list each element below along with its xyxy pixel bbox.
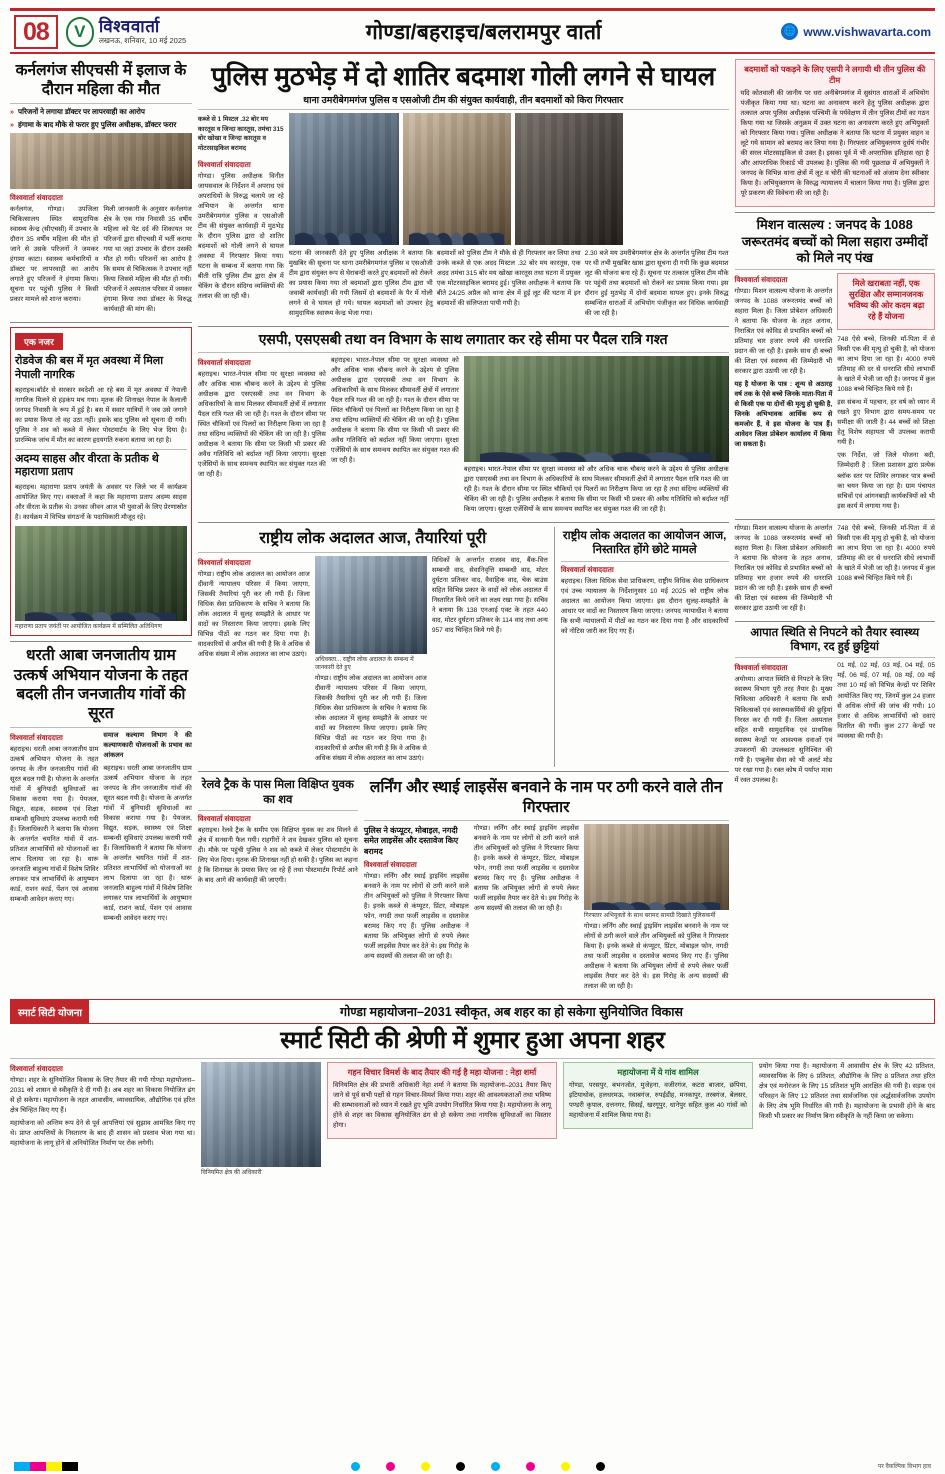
licence-text-2: गोण्डा। लर्निंग और स्थाई ड्राइविंग लाइसेंस बनवाने के नाम पर लोगों से ठगी करने वाले तीन अभियुक्तों को पुलिस ने गिरफ्तार किया है। इनके कब्जे से कंप्यूटर, प्रिंटर, मोबाइल फोन, नगदी तथा फर्जी लाइसेंस व दस्तावेज बरामद किए गए हैं। पुलिस अधीक्षक ने बताया कि अभियुक्त लोगों से रुपये लेकर फर्जी लाइसेंस तैयार कर देते थे। इस गिरोह के अन्य सदस्यों की तलाश की जा रही है।: [473, 825, 579, 913]
magenta-dot: [386, 1462, 395, 1471]
police-teams-box-text: यदि कोतवाली की जानीय पर धरा अनीबेगमगंज में सुसंगत धाराओं में अभियोग पंजीकृत किया गया था। घटना का अनावरण करने हेतु पुलिस अधीक्षक द्वारा तत्काल अपर पुलिस अधीक्षक पश्चिमी के पर्यवेक्षण में तीन पुलिस टीमों का गठन किया गया था जिसके अनुक्रम में उक्त घटना का अनावरण करते हुए अभियुक्तों को गिरफ्तार किया गया। पुलिस अधीक्षक ने बताया कि घटना में प्रयुक्त वाहन व लूटे गये सामान को बरामद कर लिया गया है। गिरफ्तार अभियुक्तगण दुर्धर्ष गंभीर की सरल मोटरसाइकिल से उक्त है। इसका पूर्व में भी अपराधिक इतिहास रहा है और आपराधिक रिकार्ड भी उपलब्ध है। पुलिस की गयी पूछताछ में अभियुक्तों ने जनपद के विभिन्न थाना क्षेत्रों में लूट व चोरी की घटनाओं को अंजाम देना स्वीकार किया है। अभियुक्तगण के विरुद्ध न्यायालय में चालान किया गया है। पुलिस द्वारा पूरे प्रकरण की विवेचना की जा रही है।: [740, 90, 929, 198]
injured-accused-photo: [403, 113, 511, 245]
left-column: [10, 59, 192, 995]
publication-logo: [66, 17, 186, 47]
byline: विश्ववार्ता संवाददाता: [10, 192, 63, 202]
smart-text-2: महायोजना को अन्तिम रूप देने से पूर्व आपत्तियां एवं सुझाव आमंत्रित किए गए थे। प्राप्त आपत्तियों के निस्तारण के बाद ही शासन को प्रस्ताव भेजा गया था। महायोजना के लागू होने से अनियोजित निर्माण पर रोक लगेगी।: [10, 1120, 195, 1148]
emergency-text: अयोध्या। आपात स्थिति से निपटने के लिए स्वास्थ्य विभाग पूरी तरह तैयार है। मुख्य चिकित्सा अधिकारी ने बताया कि सभी चिकित्सकों एवं स्वास्थ्यकर्मियों की छुट्टियां निरस्त कर दी गयी हैं। जिला अस्पताल सहित सभी सामुदायिक एवं प्राथमिक स्वास्थ्य केन्द्रों पर आवश्यक दवाओं एवं उपकरणों की उपलब्धता सुनिश्चित की गयी है। एम्बुलेंस सेवा को भी अलर्ट मोड पर रखा गया है। रक्त कोष में पर्याप्त मात्रा में रक्त उपलब्ध है।: [734, 676, 833, 784]
globe-icon: 🌐: [781, 23, 798, 40]
border-patrol-photo: [464, 356, 729, 462]
patrol-headline: एसपी, एसएसबी तथा वन विभाग के साथ लगातार कर रहे सीमा पर पैदल रात्रि गश्त: [258, 331, 668, 348]
photo-caption: महाराणा प्रताप जयंती पर आयोजित कार्यक्रम में सम्मिलित अतिथिगण: [15, 624, 162, 631]
police-teams-box: [735, 59, 935, 207]
licence-text-1: गोण्डा। लर्निंग और स्थाई ड्राइविंग लाइसेंस बनवाने के नाम पर लोगों से ठगी करने वाले तीन अभियुक्तों को पुलिस ने गिरफ्तार किया है। इनके कब्जे से कंप्यूटर, प्रिंटर, मोबाइल फोन, नगदी तथा फर्जी लाइसेंस व दस्तावेज बरामद किए गए हैं। पुलिस अधीक्षक ने बताया कि अभियुक्त लोगों से रुपये लेकर फर्जी लाइसेंस तैयार कर देते थे। इस गिरोह के अन्य सदस्यों की तलाश की जा रही है।: [363, 873, 469, 961]
list-item: [10, 120, 192, 130]
mission-text-1: गोण्डा। मिशन वात्सल्य योजना के अन्तर्गत जनपद के 1088 जरूरतमंद बच्चों को सहारा मिला है। जिला प्रोबेशन अधिकारी ने बताया कि योजना के तहत अनाथ, निराश्रित एवं कोविड से प्रभावित बच्चों को प्रतिमाह चार हजार रुपये की धनराशि प्रदान की जा रही है। इसके साथ ही बच्चों की शिक्षा एवं स्वास्थ्य की जिम्मेदारी भी सरकार द्वारा उठायी जा रही है।: [734, 288, 833, 376]
middle-column: [198, 59, 729, 995]
byline: विश्ववार्ता संवाददाता: [197, 357, 251, 367]
byline: विश्ववार्ता संवाददाता: [363, 860, 417, 870]
left-story1-text2: मिली जानकारी के अनुसार कर्नलगंज क्षेत्र के एक गांव निवासी 35 वर्षीय महिला को पेट दर्द की शिकायत पर परिजनों द्वारा सीएचसी में भर्ती कराया गया था जहां उपचार के दौरान उसकी मौत हो गयी। परिजनों का आरोप है कि समय से चिकित्सक ने उपचार नहीं किया जिससे महिला की मौत हो गयी। परिजनों ने अस्पताल परिसर में जमकर हंगामा किया तथा डॉक्टर के विरुद्ध कार्यवाही की मांग की।: [103, 205, 192, 314]
smart-text-3: प्रयोग किया गया है। महायोजना में आवासीय क्षेत्र के लिए 42 प्रतिशत, व्यावसायिक के लिए 6 प्रतिशत, औद्योगिक के लिए 8 प्रतिशत तथा हरित क्षेत्र एवं मनोरंजन के लिए 15 प्रतिशत भूमि आरक्षित की गयी है। सड़क एवं परिवहन के लिए 12 प्रतिशत तथा सार्वजनिक एवं अर्द्धसार्वजनिक उपयोग के लिए शेष भूमि निर्धारित की गयी है। महायोजना के प्रभावी होने के बाद किसी भी प्रकार का निर्माण बिना स्वीकृति के नहीं किया जा सकेगा।: [759, 1063, 935, 1121]
print-registration-bar: [0, 1458, 945, 1474]
official-portrait-photo: [315, 556, 427, 654]
rashtriya-adalat-headline: राष्ट्रीय लोक अदालत का आयोजन आज, निस्तारित होंगे छोटे मामले: [562, 529, 727, 557]
magenta-swatch: [30, 1462, 46, 1471]
yellow-swatch: [46, 1462, 62, 1471]
arrested-accused-photo: [584, 824, 729, 910]
lead-col3: बदमाशों को पुलिस टीम ने मौके से ही गिरफ्तार कर लिया तथा उनके कब्जे से एक अदद मिस्टल .32 बोर मय कारतूस, एक अदद तमंचा 315 बोर मय खोखा कारतूस तथा घटना में प्रयुक्त एक मोटरसाइकिल बरामद हुई। पुलिस अधीक्षक ने बताया कि बीते 24/25 अप्रैल को थाना क्षेत्र में हुई लूट की घटना में इन बदमाशों की संलिप्तता पायी गयी है।: [436, 250, 581, 308]
neha-sharma-box: [327, 1062, 557, 1139]
yellow-dot-2: [561, 1462, 570, 1471]
byline: विश्ववार्ता संवाददाता: [197, 159, 251, 169]
cmyk-swatches: [14, 1462, 78, 1471]
smart-city-tag: स्मार्ट सिटी योजना: [11, 1000, 89, 1023]
black-dot: [456, 1462, 465, 1471]
adalat-text-3: विधिकों के अन्तर्गत राजस्व वाद, बैंक-वित्त सम्बन्धी वाद, सेवानिवृत्ति सम्बन्धी वाद, मोटर दुर्घटना प्रतिकर वाद, वैवाहिक वाद, चेक बाउंस सहित विभिन्न प्रकार के वादों को लोक अदालत में निस्तारित किये जाने का लक्ष्य रखा गया है। सचिव ने बताया कि 138 एनआई एक्ट के तहत 440 वाद, मोटर दुर्घटना प्रतिकर के 114 वाद तथा अन्य 957 वाद चिन्हित किये गये हैं।: [431, 556, 548, 635]
eknazar-item1-title: रोडवेज की बस में मृत अवस्था में मिला नेपाली नागरिक: [15, 355, 164, 381]
neha-sharma-box-title: गहन विचार विमर्श के बाद तैयार की गई है महा योजना : नेहा शर्मा: [347, 1068, 537, 1078]
adalat-text-2: गोण्डा। राष्ट्रीय लोक अदालत का आयोजन आज दीवानी न्यायालय परिसर में किया जाएगा, जिसकी तैयारियां पूरी कर ली गयी हैं। जिला विधिक सेवा प्राधिकरण के सचिव ने बताया कि लोक अदालत में सुलह समझौते के आधार पर वादों का निस्तारण किया जाएगा। इसके लिए विभिन्न पीठों का गठन कर दिया गया है। वादकारियों से अपील की गयी है कि वे अधिक से अधिक संख्या में लोक अदालत का लाभ उठाएं।: [314, 675, 427, 763]
left-story1-headline: कर्नलगंज सीएचसी में इलाज के दौरान महिला की मौत: [15, 62, 187, 99]
police-teams-box-title: बदमाशों को पकड़ने के लिए एसपी ने लगायी थी तीन पुलिस की टीम: [744, 65, 926, 86]
lead-col1: गोण्डा। पुलिस अधीक्षक विनीत जायसवाल के निर्देशन में अपराध एवं अपराधियों के विरुद्ध चलाये जा रहे अभियान के अन्तर्गत थाना उमरीबेगमगंज पुलिस व एसओजी टीम की संयुक्त कार्यवाही में मुठभेड़ के दौरान पुलिस द्वारा दो शातिर बदमाशों को गोली लगने से घायल अवस्था में गिरफ्तार किया गया। घटना के सम्बन्ध में बताया गया कि बीती रात्रि पुलिस टीम द्वारा क्षेत्र में चेकिंग के दौरान संदिग्ध व्यक्तियों की तलाश की जा रही थी।: [197, 172, 284, 300]
website-link[interactable]: [781, 23, 931, 40]
villages-box-title: महायोजना में ये गांव शामिल: [617, 1068, 699, 1078]
adalat-text-1: गोण्डा। राष्ट्रीय लोक अदालत का आयोजन आज दीवानी न्यायालय परिसर में किया जाएगा, जिसकी तैयारियां पूरी कर ली गयी हैं। जिला विधिक सेवा प्राधिकरण के सचिव ने बताया कि लोक अदालत में सुलह समझौते के आधार पर वादों का निस्तारण किया जाएगा। इसके लिए विभिन्न पीठों का गठन कर दिया गया है। वादकारियों से अपील की गयी है कि वे अधिक से अधिक संख्या में लोक अदालत का लाभ उठाएं।: [197, 570, 310, 659]
mission-overflow-2: 748 ऐसे बच्चे, जिनकी माँ-पिता में से किसी एक की मृत्यु हो चुकी है, को योजना का लाभ दिया जा रहा है। 4000 रुपये प्रतिमाह की दर से धनराशि सीधे लाभार्थी के खाते में भेजी जा रही है। जनपद में कुल 1088 बच्चे चिन्हित किये गये हैं।: [837, 524, 936, 582]
smart-city-bar: [10, 999, 935, 1024]
patrol-text-1: बहराइच। भारत-नेपाल सीमा पर सुरक्षा व्यवस्था को और अधिक चाक चौबन्द करने के उद्देश्य से पुलिस अधीक्षक द्वारा एसएसबी तथा वन विभाग के अधिकारियों के साथ मिलकर सीमावर्ती क्षेत्रों में लगातार पैदल रात्रि गश्त की जा रही है। गश्त के दौरान सीमा पर स्थित चौकियों एवं पिलरों का निरीक्षण किया जा रहा है तथा संदिग्ध व्यक्तियों की चेकिंग की जा रही है। पुलिस अधीक्षक ने बताया कि सीमा पर किसी भी प्रकार की अवैध गतिविधि को बर्दाश्त नहीं किया जाएगा। सुरक्षा एजेंसियों के साथ समन्वय स्थापित कर संयुक्त गश्त की जा रही है।: [197, 370, 326, 478]
smart-city-section: [10, 999, 935, 1177]
left-story3-text: बहराइच। धरती आबा जनजातीय ग्राम उत्कर्ष अभियान योजना के तहत जनपद के तीन जनजातीय गांवों की सूरत बदल गयी है। योजना के अन्तर्गत गांवों में बुनियादी सुविधाओं का विकास कराया गया है। पेयजल, विद्युत, सड़क, स्वास्थ्य एवं शिक्षा सम्बन्धी सुविधाएं उपलब्ध करायी गयी हैं। जिलाधिकारी ने बताया कि योजना के अन्तर्गत चयनित गांवों में शत-प्रतिशत लाभार्थियों को योजनाओं का लाभ दिलाया जा रहा है। थारू जनजाति बाहुल्य गांवों में विशेष शिविर लगाकर पात्र लाभार्थियों के आयुष्मान कार्ड, राशन कार्ड, पेंशन एवं आवास सम्बन्धी आवेदन कराए गए।: [10, 745, 99, 904]
photo-caption: गिरफ्तार अभियुक्तों के साथ बरामद सामग्री दिखाते पुलिसकर्मी: [583, 913, 716, 919]
bullet-text: हंगामा के बाद मौके से फरार हुए पुलिस अधीक्षक, डॉक्टर फरार: [18, 119, 177, 129]
hospital-photo: [10, 133, 192, 189]
smart-city-headline: स्मार्ट सिटी की श्रेणी में शुमार हुआ अपना शहर: [280, 1027, 665, 1055]
eknazar-item1-text: बहराइच।बॉर्डर से सरकार स्वदेशी आ रहे बस में मृत अवस्था में नेपाली नागरिक मिलने से हड़कंप मच गया। मृतक की शिनाख्त नेपाल के कैलाली जनपद निवासी के रूप में हुई है। बस में सवार यात्रियों ने जब उसे जगाने का प्रयास किया तो वह उठा नहीं। इसके बाद पुलिस को सूचना दी गयी। पुलिस ने शव को कब्जे में लेकर पोस्टमार्टम के लिए भेज दिया है। प्रारम्भिक जांच में मौत का कारण हृदयगति रुकना बताया जा रहा है।: [15, 386, 187, 444]
eknazar-item2-text: बहराइच। महाराणा प्रताप जयंती के अवसर पर जिले भर में कार्यक्रम आयोजित किए गए। वक्ताओं ने कहा कि महाराणा प्रताप अदम्य साहस और वीरता के प्रतीक थे। उनका जीवन आज भी युवाओं के लिए प्रेरणास्रोत है। कार्यक्रम में विभिन्न संगठनों के पदाधिकारी मौजूद रहे।: [15, 484, 187, 522]
mission-text-5: एक निर्देश, जो जिले योजना बदी, जिम्मेदारी है : जिला प्रशासन द्वारा प्रत्येक ब्लॉक स्तर पर शिविर लगाकर पात्र बच्चों का चयन किया जा रहा है। ग्राम पंचायत सचिवों एवं आंगनबाड़ी कार्यकत्रियों को भी इस कार्य में लगाया गया है।: [837, 452, 936, 510]
left-story3-kicker: समाज कल्याण विभाग ने की कल्याणकारी योजनाओं के प्रभाव का आंकलन: [103, 731, 192, 759]
licence-headline: लर्निंग और स्थाई लाइसेंस बनवाने के नाम पर ठगी करने वाले तीन गिरफ्तार: [369, 779, 723, 816]
ek-nazar-tag: एक नजर: [15, 333, 63, 350]
arrow-icon: »: [10, 119, 14, 129]
logo-title: विश्ववार्ता: [98, 17, 160, 37]
officer-portrait-photo: [201, 1062, 321, 1167]
seized-weapons-photo: [515, 113, 623, 245]
mission-text-3: 748 ऐसे बच्चे, जिनकी माँ-पिता में से किसी एक की मृत्यु हो चुकी है, को योजना का लाभ दिया जा रहा है। 4000 रुपये प्रतिमाह की दर से धनराशि सीधे लाभार्थी के खाते में भेजी जा रही है। जनपद में कुल 1088 बच्चे चिन्हित किये गये हैं।: [837, 336, 936, 394]
mission-highlight-title: मिले खराबता नहीं, एक सुरक्षित और सम्मानजनक भविष्य की ओर कदम बढ़ा रहे हैं योजना: [848, 279, 925, 322]
left-story1-bullets: [10, 107, 192, 130]
mission-headline: मिशन वात्सल्य : जनपद के 1088 जरूरतमंद बच्चों को मिला सहारा उम्मीदों को मिले नए पंख: [741, 217, 928, 265]
footer-note: पर वैकल्पिक विभाग हाव: [877, 1464, 931, 1470]
byline: विश्ववार्ता संवाददाता: [560, 564, 614, 574]
lead-col4: 2.30 बजे मय उमरीबेगमगंज क्षेत्र के अन्तर्गत पुलिस टीम गश्त पर थी तभी मुखबिर खास द्वारा सूचना दी गयी कि कुछ बदमाश लूट की योजना बना रहे हैं। सूचना पर तत्काल पुलिस टीम मौके पर पहुंची तथा बदमाशों को रोकने का प्रयास किया गया। इस दौरान हुई मुठभेड़ में दोनों बदमाश घायल हुए। इनके विरुद्ध सम्बन्धित धाराओं में अभियोग पंजीकृत कर विधिक कार्यवाही की जा रही है।: [584, 250, 729, 318]
villages-box-text: गोण्डा, परसपुर, बभनजोत, मुजेहना, वजीरगंज, कटरा बाजार, छपिया, इटियाथोक, हलधरमऊ, नवाबगंज, रुपईडीह, मनकापुर, तरबगंज, बेलसर, पण्डरी कृपाल, दत्तनगर, सिसई, खरगूपुर, धानेपुर सहित कुल 40 गांवों को महायोजना में शामिल किया गया है।: [569, 1082, 747, 1120]
logo-subtitle: लखनऊ, शनिवार, 10 मई 2025: [98, 36, 187, 46]
cyan-dot-2: [491, 1462, 500, 1471]
arrow-icon: »: [10, 106, 14, 116]
byline: विश्ववार्ता संवाददाता: [197, 814, 251, 823]
byline: विश्ववार्ता संवाददाता: [10, 732, 63, 742]
website-url: www.vishwavarta.com: [803, 24, 931, 39]
eknazar-item2-title: अदम्य साहस और वीरता के प्रतीक थे महाराणा प्रताप: [15, 452, 159, 479]
patrol-text-2: बहराइच। भारत-नेपाल सीमा पर सुरक्षा व्यवस्था को और अधिक चाक चौबन्द करने के उद्देश्य से पुलिस अधीक्षक द्वारा एसएसबी तथा वन विभाग के अधिकारियों के साथ मिलकर सीमावर्ती क्षेत्रों में लगातार पैदल रात्रि गश्त की जा रही है। गश्त के दौरान सीमा पर स्थित चौकियों एवं पिलरों का निरीक्षण किया जा रहा है तथा संदिग्ध व्यक्तियों की चेकिंग की जा रही है। पुलिस अधीक्षक ने बताया कि सीमा पर किसी भी प्रकार की अवैध गतिविधि को बर्दाश्त नहीं किया जाएगा। सुरक्षा एजेंसियों के साथ समन्वय स्थापित कर संयुक्त गश्त की जा रही है।: [330, 356, 459, 464]
mission-overflow-1: गोण्डा। मिशन वात्सल्य योजना के अन्तर्गत जनपद के 1088 जरूरतमंद बच्चों को सहारा मिला है। जिला प्रोबेशन अधिकारी ने बताया कि योजना के तहत अनाथ, निराश्रित एवं कोविड से प्रभावित बच्चों को प्रतिमाह चार हजार रुपये की धनराशि प्रदान की जा रही है। इसके साथ ही बच्चों की शिक्षा एवं स्वास्थ्य की जिम्मेदारी भी सरकार द्वारा उठायी जा रही है।: [734, 524, 833, 612]
villages-box: [563, 1062, 753, 1129]
right-column: [735, 59, 935, 995]
ek-nazar-box: [10, 327, 192, 636]
smart-text-1: गोण्डा। शहर के सुनियोजित विकास के लिए तैयार की गयी गोण्डा महायोजना–2031 को शासन से स्वीकृति दे दी गयी है। अब शहर का विकास नियोजित ढंग से हो सकेगा। महायोजना के तहत आवासीय, व्यावसायिक, औद्योगिक एवं हरित क्षेत्र चिन्हित किए गए हैं।: [10, 1077, 195, 1115]
byline: विश्ववार्ता संवाददाता: [734, 663, 788, 673]
emergency-headline: आपात स्थिति से निपटने को तैयार स्वास्थ्य विभाग, रद हुई छुट्टियां: [750, 626, 920, 654]
page-number: 08: [14, 15, 58, 49]
adalat-headline: राष्ट्रीय लोक अदालत आज, तैयारियां पूरी: [259, 529, 487, 547]
photo-caption: विनियमित क्षेत्र की अधिकारी: [201, 1170, 262, 1177]
section-title: गोण्डा/बहराइच/बलरामपुर वार्ता: [365, 20, 602, 44]
licence-text-3: गोण्डा। लर्निंग और स्थाई ड्राइविंग लाइसेंस बनवाने के नाम पर लोगों से ठगी करने वाले तीन अभियुक्तों को पुलिस ने गिरफ्तार किया है। इनके कब्जे से कंप्यूटर, प्रिंटर, मोबाइल फोन, नगदी तथा फर्जी लाइसेंस व दस्तावेज बरामद किए गए हैं। पुलिस अधीक्षक ने बताया कि अभियुक्त लोगों से रुपये लेकर फर्जी लाइसेंस तैयार कर देते थे। इस गिरोह के अन्य सदस्यों की तलाश की जा रही है।: [583, 923, 729, 991]
police-team-photo: [289, 113, 399, 245]
byline: विश्ववार्ता संवाददाता: [10, 1064, 63, 1074]
magenta-dot-2: [526, 1462, 535, 1471]
rail-text: बहराइच। रेलवे ट्रैक के समीप एक विक्षिप्त युवक का शव मिलने से क्षेत्र में सनसनी फैल गयी। राहगीरों ने शव देखकर पुलिस को सूचना दी। मौके पर पहुंची पुलिस ने शव को कब्जे में लेकर पोस्टमार्टम के लिए भेज दिया। मृतक की शिनाख्त नहीं हो सकी है। पुलिस का कहना है कि शिनाख्त के प्रयास किए जा रहे हैं तथा पोस्टमार्टम रिपोर्ट आने के बाद आगे की कार्यवाही की जाएगी।: [197, 827, 358, 885]
rail-headline: रेलवे ट्रैक के पास मिला विक्षिप्त युवक का शव: [201, 779, 354, 806]
maharana-pratap-event-photo: [15, 526, 187, 621]
byline: विश्ववार्ता संवाददाता: [734, 275, 788, 285]
cyan-swatch: [14, 1462, 30, 1471]
neha-sharma-box-text: विनियमित क्षेत्र की प्रभारी अधिकारी नेहा शर्मा ने बताया कि महायोजना–2031 तैयार किए जाने से पूर्व सभी पक्षों से गहन विचार-विमर्श किया गया। शहर की आवश्यकताओं तथा भविष्य की सम्भावनाओं को ध्यान में रखते हुए भूमि उपयोग निर्धारित किया गया है। महायोजना के लागू होने से शहर का विकास सुनियोजित ढंग से हो सकेगा तथा नागरिक सुविधाओं का विस्तार होगा।: [333, 1082, 551, 1130]
black-swatch: [62, 1462, 78, 1471]
byline: विश्ववार्ता संवाददाता: [197, 557, 251, 567]
black-dot-2: [596, 1462, 605, 1471]
photo-caption: अधिवक्ता... राष्ट्रीय लोक अदालत के सम्बन्ध में जानकारी देते हुए: [314, 656, 414, 672]
licence-subhead: पुलिस ने कंप्यूटर, मोबाइल, नगदी समेत लाइसेंस और दस्तावेज किए बरामद: [363, 826, 459, 856]
cyan-dot: [351, 1462, 360, 1471]
mission-text-4: इस संबन्ध में पहचान, हर वर्ष को ध्यान में रखते हुए विभाग द्वारा समय-समय पर समीक्षा की जाती है। 44 बच्चों को शिक्षा हेतु विशेष सहायता भी उपलब्ध करायी गयी है।: [837, 399, 936, 447]
lead-side-caption: कब्जे से 1 मिस्टल .32 बोर मय कारतूस व जिन्दा कारतूस, तमंचा 315 बोर खोखा व जिन्दा कारतूस व मोटरसाइकिल बरामद: [197, 116, 284, 153]
left-story1-text1: कर्नलगंज, गोण्डा। उपजिला चिकित्सालय स्थित सामुदायिक स्वास्थ्य केन्द्र (सीएचसी) में उपचार के दौरान 35 वर्षीय महिला की मौत हो जाने से उसके परिजनों ने जमकर हंगामा काटा। स्वास्थ्य कर्मचारियों व डॉक्टर पर लापरवाही का आरोप लगाते हुए परिजनों ने हंगामा किया। सूचना पर पहुंची पुलिस ने किसी प्रकार मामले को शान्त कराया।: [10, 205, 99, 304]
smart-city-bar-text: गोण्डा महायोजना–2031 स्वीकृत, अब शहर का हो सकेगा सुनियोजित विकास: [340, 1005, 683, 1020]
bullet-text: परिजनों ने लगाया डॉक्टर पर लापरवाही का आरोप: [18, 106, 145, 116]
left-story3-text-cont: बहराइच। धरती आबा जनजातीय ग्राम उत्कर्ष अभियान योजना के तहत जनपद के तीन जनजातीय गांवों की सूरत बदल गयी है। योजना के अन्तर्गत गांवों में बुनियादी सुविधाओं का विकास कराया गया है। पेयजल, विद्युत, सड़क, स्वास्थ्य एवं शिक्षा सम्बन्धी सुविधाएं उपलब्ध करायी गयी हैं। जिलाधिकारी ने बताया कि योजना के अन्तर्गत चयनित गांवों में शत-प्रतिशत लाभार्थियों को योजनाओं का लाभ दिलाया जा रहा है। थारू जनजाति बाहुल्य गांवों में विशेष शिविर लगाकर पात्र लाभार्थियों के आयुष्मान कार्ड, राशन कार्ड, पेंशन एवं आवास सम्बन्धी आवेदन कराए गए।: [103, 764, 192, 923]
rashtriya-adalat-text: बहराइच। जिला विधिक सेवा प्राधिकरण, राष्ट्रीय विधिक सेवा प्राधिकरण एवं उच्च न्यायालय के निर्देशानुसार 10 मई 2025 को राष्ट्रीय लोक अदालत का आयोजन किया जाएगा। इस दौरान सुलह-समझौते के आधार पर वादों का निस्तारण किया जाएगा। जनपद न्यायाधीश ने बताया कि सभी न्यायालयों में पीठों का गठन कर दिया गया है और वादकारियों को नोटिस जारी कर दिए गए हैं।: [560, 577, 729, 635]
lead-subhead: थाना उमरीबेगमगंज पुलिस व एसओजी टीम की संयुक्त कार्यवाही, तीन बदमाशों को किरा गिरफ्तार: [303, 95, 624, 106]
yellow-dot: [421, 1462, 430, 1471]
patrol-text-3: बहराइच। भारत-नेपाल सीमा पर सुरक्षा व्यवस्था को और अधिक चाक चौबन्द करने के उद्देश्य से पुलिस अधीक्षक द्वारा एसएसबी तथा वन विभाग के अधिकारियों के साथ मिलकर सीमावर्ती क्षेत्रों में लगातार पैदल रात्रि गश्त की जा रही है। गश्त के दौरान सीमा पर स्थित चौकियों एवं पिलरों का निरीक्षण किया जा रहा है तथा संदिग्ध व्यक्तियों की चेकिंग की जा रही है। पुलिस अधीक्षक ने बताया कि सीमा पर किसी भी प्रकार की अवैध गतिविधि को बर्दाश्त नहीं किया जाएगा। सुरक्षा एजेंसियों के साथ समन्वय स्थापित कर संयुक्त गश्त की जा रही है।: [463, 465, 729, 513]
list-item: [10, 107, 192, 117]
left-story3-headline: धरती आबा जनजातीय ग्राम उत्कर्ष अभियान योजना के तहत बदली तीन जनजातीय गांवों की सूरत: [13, 647, 188, 723]
mission-highlight-box: [837, 273, 935, 330]
emergency-dates-text: 01 मई, 02 मई, 03 मई, 04 मई, 05 मई, 06 मई, 07 मई, 08 मई, 09 मई तथा 10 मई को विभिन्न केन्द्रों पर शिविर आयोजित किए गए, जिनमें कुल 24 हजार से अधिक लोगों की जांच की गयी। 10 हजार से अधिक लाभार्थियों को दवाएं वितरित की गयीं। कुल 277 केन्द्रों पर व्यवस्था की गयी है।: [837, 662, 936, 740]
masthead: [10, 8, 935, 54]
logo-icon: V: [66, 17, 94, 47]
lead-headline: पुलिस मुठभेड़ में दो शातिर बदमाश गोली लगने से घायल: [211, 61, 716, 91]
lead-col2: घटना की जानकारी देते हुए पुलिस अधीक्षक ने बताया कि मुखबिर की सूचना पर थाना उमरीबेगमगंज पुलिस व एसओजी टीम द्वारा संयुक्त रूप से घेराबन्दी करते हुए बदमाशों को रोकने का प्रयास किया गया तो बदमाशों द्वारा पुलिस टीम द्वारा भी जवाबी कार्यवाही की गयी जिसमें दो बदमाशों के पैर में गोली लगने से वे घायल हो गये। घायल बदमाशों को उपचार हेतु सामुदायिक स्वास्थ्य केन्द्र भेजा गया।: [288, 250, 433, 318]
mission-text-2: यह है योजना के पात्र : शून्य से अठारह वर्ष तक के ऐसे बच्चे जिनके माता-पिता में से किसी एक या दोनों की मृत्यु हो चुकी है, जिनके अभिभावक आर्थिक रूप से कमजोर हैं, वे इस योजना के पात्र हैं। आवेदन जिला प्रोबेशन कार्यालय में किया जा सकता है।: [734, 381, 833, 449]
registration-dots: [78, 1462, 878, 1471]
